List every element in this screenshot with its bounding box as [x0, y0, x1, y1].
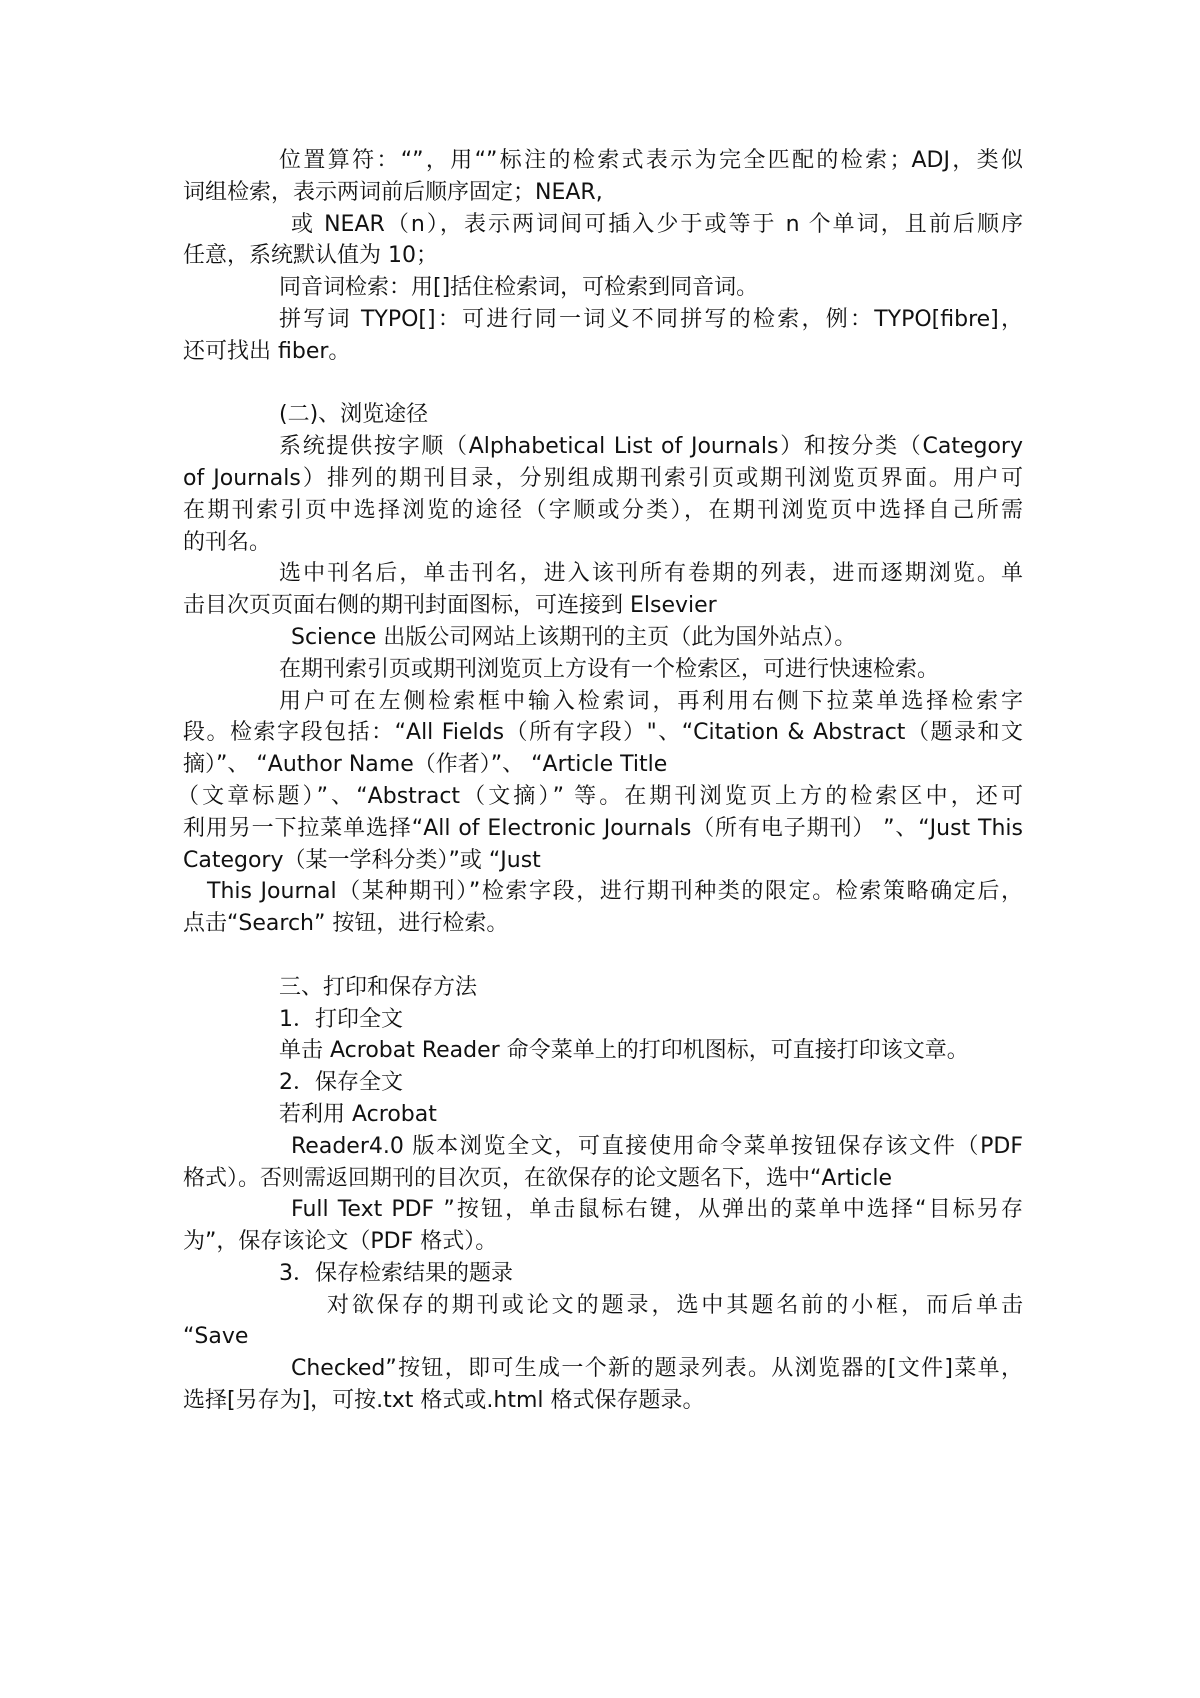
- text-line: 在期刊索引页或期刊浏览页上方设有一个检索区，可进行快速检索。: [279, 656, 940, 682]
- paragraph-gap: [183, 940, 1023, 972]
- text-line: “Save: [183, 1324, 249, 1350]
- text-line: 词组检索，表示两词前后顺序固定；NEAR,: [183, 179, 603, 205]
- text-line: 段。检索字段包括：“All Fields（所有字段）"、“Citation & Abstract（题录和文: [183, 720, 1023, 746]
- document-body: [177, 145, 1023, 1417]
- text-line: 选择[另存为]，可按.txt 格式或.html 格式保存题录。: [183, 1388, 705, 1414]
- text-line: Full Text PDF ”按钮，单击鼠标右键，从弹出的菜单中选择“目标另存: [291, 1197, 1023, 1223]
- text-line: （文章标题）”、“Abstract（文摘）” 等。在期刊浏览页上方的检索区中，还可: [177, 783, 1023, 809]
- text-line: 同音词检索：用[]括住检索词，可检索到同音词。: [279, 275, 759, 301]
- text-line: 还可找出 fiber。: [183, 338, 351, 364]
- text-line: Checked”按钮，即可生成一个新的题录列表。从浏览器的[文件]菜单，: [291, 1356, 1023, 1382]
- text-line: This Journal（某种期刊）”检索字段，进行期刊种类的限定。检索策略确定后，: [207, 879, 1023, 905]
- text-line: 点击“Search” 按钮，进行检索。: [183, 911, 509, 937]
- text-line: 在期刊索引页中选择浏览的途径（字顺或分类），在期刊浏览页中选择自己所需: [183, 497, 1023, 523]
- text-line: 摘）”、 “Author Name（作者）”、 “Article Title: [183, 752, 668, 778]
- text-line: Category（某一学科分类）”或 “Just: [183, 847, 541, 873]
- text-line: 系统提供按字顺（Alphabetical List of Journals）和按分类（Category: [279, 434, 1023, 460]
- text-line: 对欲保存的期刊或论文的题录，选中其题名前的小框，而后单击: [327, 1292, 1023, 1318]
- text-line: 击目次页页面右侧的期刊封面图标，可连接到 Elsevier: [183, 593, 717, 619]
- subsection-heading: 3．保存检索结果的题录: [279, 1260, 513, 1286]
- text-line: 单击 Acrobat Reader 命令菜单上的打印机图标，可直接打印该文章。: [279, 1038, 969, 1064]
- text-line: 利用另一下拉菜单选择“All of Electronic Journals（所有电子期刊） ”、“Just This: [183, 815, 1023, 841]
- section-heading: 三、打印和保存方法: [279, 974, 478, 1000]
- text-line: Science 出版公司网站上该期刊的主页（此为国外站点）。: [291, 624, 857, 650]
- text-line: 选中刊名后，单击刊名，进入该刊所有卷期的列表，进而逐期浏览。单: [279, 561, 1023, 587]
- subsection-heading: 2．保存全文: [279, 1070, 403, 1096]
- text-line: 若利用 Acrobat: [279, 1101, 437, 1127]
- text-line: 为”，保存该论文（PDF 格式）。: [183, 1229, 498, 1255]
- subsection-heading: 1．打印全文: [279, 1006, 403, 1032]
- section-heading: (二)、浏览途径: [279, 402, 429, 428]
- text-line: 用户可在左侧检索框中输入检索词，再利用右侧下拉菜单选择检索字: [279, 688, 1023, 714]
- text-line: 格式）。否则需返回期刊的目次页，在欲保存的论文题名下，选中“Article: [183, 1165, 892, 1191]
- text-line: Reader4.0 版本浏览全文，可直接使用命令菜单按钮保存该文件（PDF: [291, 1133, 1023, 1159]
- text-line: 拼写词 TYPO[]：可进行同一词义不同拼写的检索，例：TYPO[fibre]，: [279, 306, 1023, 332]
- text-line: 任意，系统默认值为 10；: [183, 243, 438, 269]
- text-line: 位置算符：“”，用“”标注的检索式表示为完全匹配的检索；ADJ，类似: [279, 148, 1023, 173]
- text-line: 的刊名。: [183, 529, 272, 555]
- paragraph-gap: [183, 368, 1023, 400]
- text-line: of Journals）排列的期刊目录，分别组成期刊索引页或期刊浏览页界面。用户可: [183, 465, 1023, 491]
- text-line: 或 NEAR（n），表示两词间可插入少于或等于 n 个单词，且前后顺序: [291, 211, 1023, 237]
